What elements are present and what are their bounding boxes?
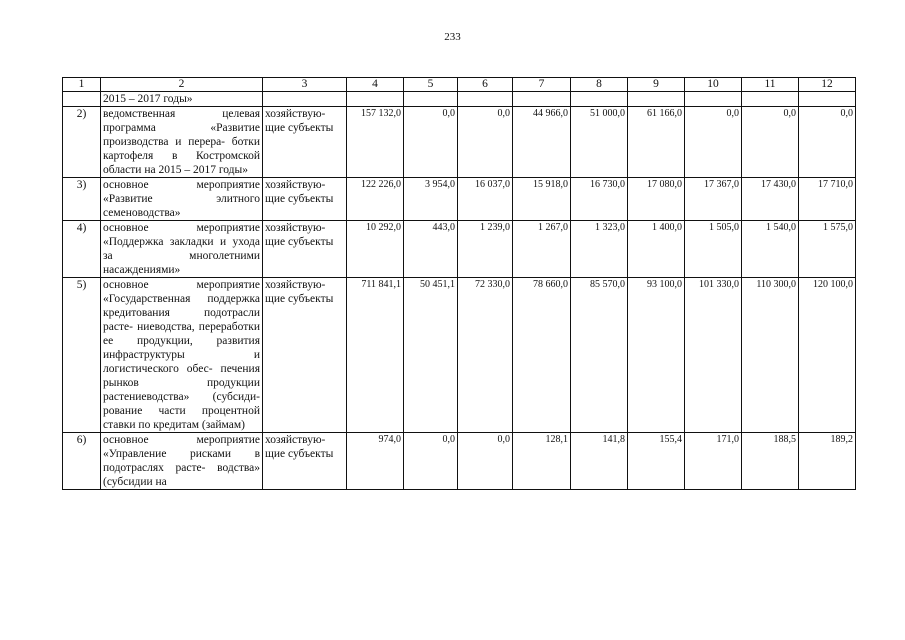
value-cell-col-11: 188,5: [742, 433, 799, 490]
executor: хозяйствую- щие субъекты: [263, 178, 347, 221]
value-cell-col-7: 1 267,0: [513, 221, 571, 278]
executor: хозяйствую- щие субъекты: [263, 278, 347, 433]
value-cell-col-7: 128,1: [513, 433, 571, 490]
value-cell-col-10: 17 367,0: [685, 178, 742, 221]
value-cell-col-12: 1 575,0: [799, 221, 856, 278]
value-cell-col-7: 15 918,0: [513, 178, 571, 221]
measure-description: основное мероприятие «Управление рисками в подотраслях расте- водства» (субсидии на: [101, 433, 263, 490]
value-cell-col-12: 189,2: [799, 433, 856, 490]
value-cell-col-9: 61 166,0: [628, 107, 685, 178]
column-header-12: 12: [799, 78, 856, 92]
value-cell-col-5: 3 954,0: [404, 178, 458, 221]
value-cell-col-8: 1 323,0: [571, 221, 628, 278]
value-cell-col-8: 141,8: [571, 433, 628, 490]
value-cell-col-5: 0,0: [404, 433, 458, 490]
value-cell-col-11: 17 430,0: [742, 178, 799, 221]
page-number: 233: [444, 31, 461, 43]
value-cell-col-9: 17 080,0: [628, 178, 685, 221]
continued-row: [63, 92, 856, 107]
value-cell-col-9: 1 400,0: [628, 221, 685, 278]
column-header-9: 9: [628, 78, 685, 92]
value-cell-col-5: 0,0: [404, 107, 458, 178]
value-cell-col-4: 157 132,0: [347, 107, 404, 178]
value-cell-col-8: 51 000,0: [571, 107, 628, 178]
row-number: 4): [63, 221, 101, 278]
column-header-10: 10: [685, 78, 742, 92]
column-header-6: 6: [458, 78, 513, 92]
value-cell-col-4: 974,0: [347, 433, 404, 490]
value-cell-col-12: 120 100,0: [799, 278, 856, 433]
value-cell-col-8: 85 570,0: [571, 278, 628, 433]
budget-table: [62, 77, 856, 490]
column-header-4: 4: [347, 78, 404, 92]
value-cell-col-10: 0,0: [685, 107, 742, 178]
table-header-row: [63, 78, 856, 92]
value-cell-col-10: 101 330,0: [685, 278, 742, 433]
table-row: [63, 178, 856, 221]
table-row: [63, 433, 856, 490]
row-number: 6): [63, 433, 101, 490]
table-row: [63, 107, 856, 178]
value-cell-col-12: 17 710,0: [799, 178, 856, 221]
column-header-8: 8: [571, 78, 628, 92]
value-cell-col-5: 50 451,1: [404, 278, 458, 433]
value-cell-col-11: 1 540,0: [742, 221, 799, 278]
value-cell-col-4: 122 226,0: [347, 178, 404, 221]
column-header-7: 7: [513, 78, 571, 92]
value-cell-col-11: 110 300,0: [742, 278, 799, 433]
value-cell-col-6: 0,0: [458, 433, 513, 490]
value-cell-col-6: 72 330,0: [458, 278, 513, 433]
column-header-11: 11: [742, 78, 799, 92]
column-header-1: 1: [63, 78, 101, 92]
measure-description: ведомственная целевая программа «Развитие производства и перера- ботки картофеля в Костромской области на 2015 – 2017 годы»: [101, 107, 263, 178]
value-cell-col-11: 0,0: [742, 107, 799, 178]
value-cell-col-10: 1 505,0: [685, 221, 742, 278]
measure-description: основное мероприятие «Поддержка закладки и ухода за многолетними насаждениями»: [101, 221, 263, 278]
value-cell-col-4: 711 841,1: [347, 278, 404, 433]
value-cell-col-9: 155,4: [628, 433, 685, 490]
row-number: 5): [63, 278, 101, 433]
continued-text: 2015 – 2017 годы»: [101, 92, 263, 107]
measure-description: основное мероприятие «Государственная поддержка кредитования подотрасли расте- ниеводства, переработки ее продукции, развития инфраструктуры и логистического обес- печения рынков продукции растениеводства» (субсиди- рование части процентной ставки по кредитам (займам): [101, 278, 263, 433]
row-number: 3): [63, 178, 101, 221]
value-cell-col-8: 16 730,0: [571, 178, 628, 221]
table-row: [63, 278, 856, 433]
table-row: [63, 221, 856, 278]
value-cell-col-10: 171,0: [685, 433, 742, 490]
value-cell-col-7: 44 966,0: [513, 107, 571, 178]
value-cell-col-5: 443,0: [404, 221, 458, 278]
value-cell-col-6: 1 239,0: [458, 221, 513, 278]
column-header-5: 5: [404, 78, 458, 92]
value-cell-col-7: 78 660,0: [513, 278, 571, 433]
value-cell-col-6: 0,0: [458, 107, 513, 178]
executor: хозяйствую- щие субъекты: [263, 221, 347, 278]
row-number: 2): [63, 107, 101, 178]
column-header-3: 3: [263, 78, 347, 92]
value-cell-col-6: 16 037,0: [458, 178, 513, 221]
column-header-2: 2: [101, 78, 263, 92]
measure-description: основное мероприятие «Развитие элитного семеноводства»: [101, 178, 263, 221]
value-cell-col-9: 93 100,0: [628, 278, 685, 433]
value-cell-col-12: 0,0: [799, 107, 856, 178]
executor: хозяйствую- щие субъекты: [263, 433, 347, 490]
value-cell-col-4: 10 292,0: [347, 221, 404, 278]
executor: хозяйствую- щие субъекты: [263, 107, 347, 178]
